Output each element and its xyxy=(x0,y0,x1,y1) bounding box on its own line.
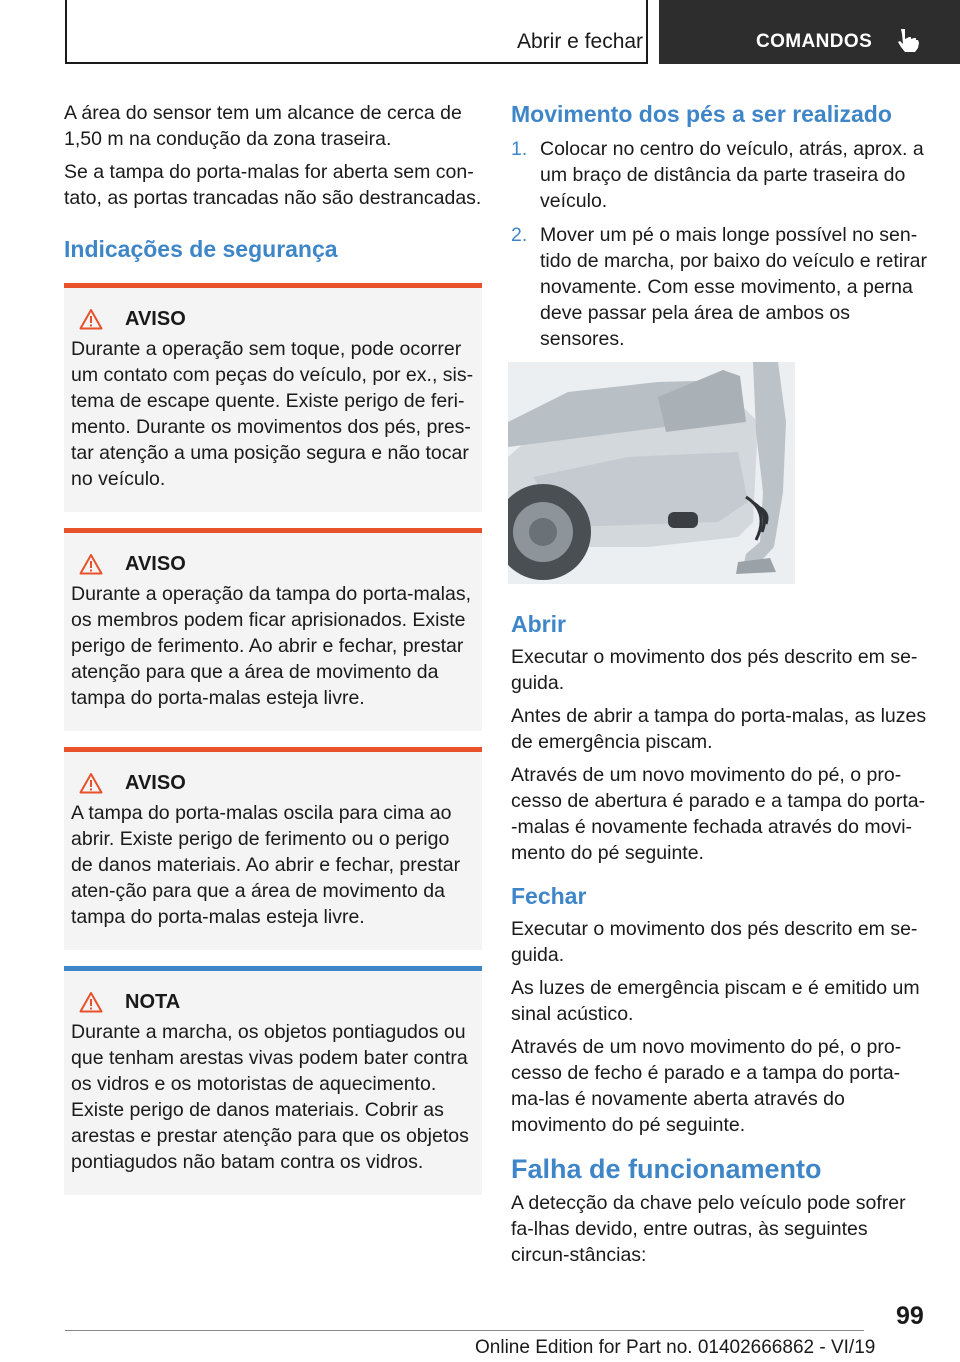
warning-header xyxy=(71,770,476,796)
list-item xyxy=(511,222,931,352)
safety-section-title: Indicações de segurança xyxy=(64,236,338,262)
step-text: Mover um pé o mais longe possível no sen-tido de marcha, por baixo do veículo e retirar novamente. Com esse movimento, a perna deve passar pela área de ambos os sensores. xyxy=(540,224,927,350)
header-section-title: Abrir e fechar xyxy=(517,30,644,53)
note-text: Durante a marcha, os objetos pontiagudos ou que tenham arestas vivas podem bater contra os vidros e os motoristas de aquecimento. Existe perigo de danos materiais. Cobrir as arestas e prestar atenção para que os objetos pontiagudos não batam contra os vidros. xyxy=(71,1021,469,1173)
header-chapter-tab[interactable] xyxy=(659,0,960,64)
warning-text: A tampa do porta-malas oscila para cima ao abrir. Existe perigo de ferimento ou o perigo de danos materiais. Ao abrir e fechar, prestar aten-ção para que a área de movimento da tampa do porta-malas esteja livre. xyxy=(71,802,461,928)
warning-label: AVISO xyxy=(125,772,186,794)
note-label: NOTA xyxy=(125,991,181,1013)
list-item xyxy=(511,136,931,214)
warning-label: AVISO xyxy=(125,308,186,330)
intro-paragraph: Se a tampa do porta-malas for aberta sem con-tato, as portas trancadas não são destrancadas. xyxy=(64,161,482,209)
warning-box xyxy=(64,747,482,950)
fault-section-title: Falha de funcionamento xyxy=(511,1154,822,1184)
warning-triangle-icon xyxy=(79,308,103,330)
open-paragraph: Antes de abrir a tampa do porta-malas, as luzes de emergência piscam. xyxy=(511,705,927,753)
close-paragraph: As luzes de emergência piscam e é emitido um sinal acústico. xyxy=(511,977,920,1025)
warning-header xyxy=(71,551,476,577)
movement-steps-list xyxy=(511,136,931,352)
footer-divider xyxy=(65,1330,864,1331)
warning-box xyxy=(64,283,482,512)
warning-label: AVISO xyxy=(125,553,186,575)
pointing-hand-icon xyxy=(895,28,921,54)
close-paragraph: Através de um novo movimento do pé, o pro-cesso de fecho é parado e a tampa do porta-ma-las é novamente aberta através do movimento do pé seguinte. xyxy=(511,1036,902,1136)
footer-edition: Online Edition for Part no. 01402666862 - VI/19 xyxy=(475,1337,876,1358)
note-header xyxy=(71,989,476,1015)
warning-triangle-icon xyxy=(79,553,103,575)
intro-paragraph: A área do sensor tem um alcance de cerca de 1,50 m na condução da zona traseira. xyxy=(64,102,462,150)
warning-triangle-icon xyxy=(79,772,103,794)
kick-sensor-illustration xyxy=(508,362,795,584)
step-text: Colocar no centro do veículo, atrás, aprox. a um braço de distância da parte traseira do veículo. xyxy=(540,138,924,212)
close-section-title: Fechar xyxy=(511,883,587,909)
warning-header xyxy=(71,306,476,332)
step-number: 1. xyxy=(511,138,528,160)
right-column xyxy=(511,100,931,1275)
header-chapter-label: COMANDOS xyxy=(756,31,873,52)
fault-paragraph: A detecção da chave pelo veículo pode sofrer fa-lhas devido, entre outras, às seguintes circun-stâncias: xyxy=(511,1192,906,1266)
warning-box xyxy=(64,528,482,731)
open-paragraph: Através de um novo movimento do pé, o pro-cesso de abertura é parado e a tampa do porta--malas é novamente fechada através do movi-mento do pé seguinte. xyxy=(511,764,926,864)
movement-section-title: Movimento dos pés a ser realizado xyxy=(511,101,892,127)
left-column xyxy=(64,100,482,1211)
car-rear-foot-illustration xyxy=(508,362,795,584)
page-number: 99 xyxy=(896,1302,924,1330)
open-paragraph: Executar o movimento dos pés descrito em se-guida. xyxy=(511,646,918,694)
warning-text: Durante a operação da tampa do porta-malas, os membros podem ficar aprisionados. Existe perigo de ferimento. Ao abrir e fechar, prestar atenção para que a área de movimento da tampa do porta-malas esteja livre. xyxy=(71,583,471,709)
close-paragraph: Executar o movimento dos pés descrito em se-guida. xyxy=(511,918,918,966)
warning-triangle-icon xyxy=(79,991,103,1013)
step-number: 2. xyxy=(511,224,528,246)
note-box xyxy=(64,966,482,1195)
warning-text: Durante a operação sem toque, pode ocorrer um contato com peças do veículo, por ex., sis-tema de escape quente. Existe perigo de feri-mento. Durante os movimentos dos pés, pres-tar atenção a uma posição segura e não tocar no veículo. xyxy=(71,338,474,490)
open-section-title: Abrir xyxy=(511,611,566,637)
